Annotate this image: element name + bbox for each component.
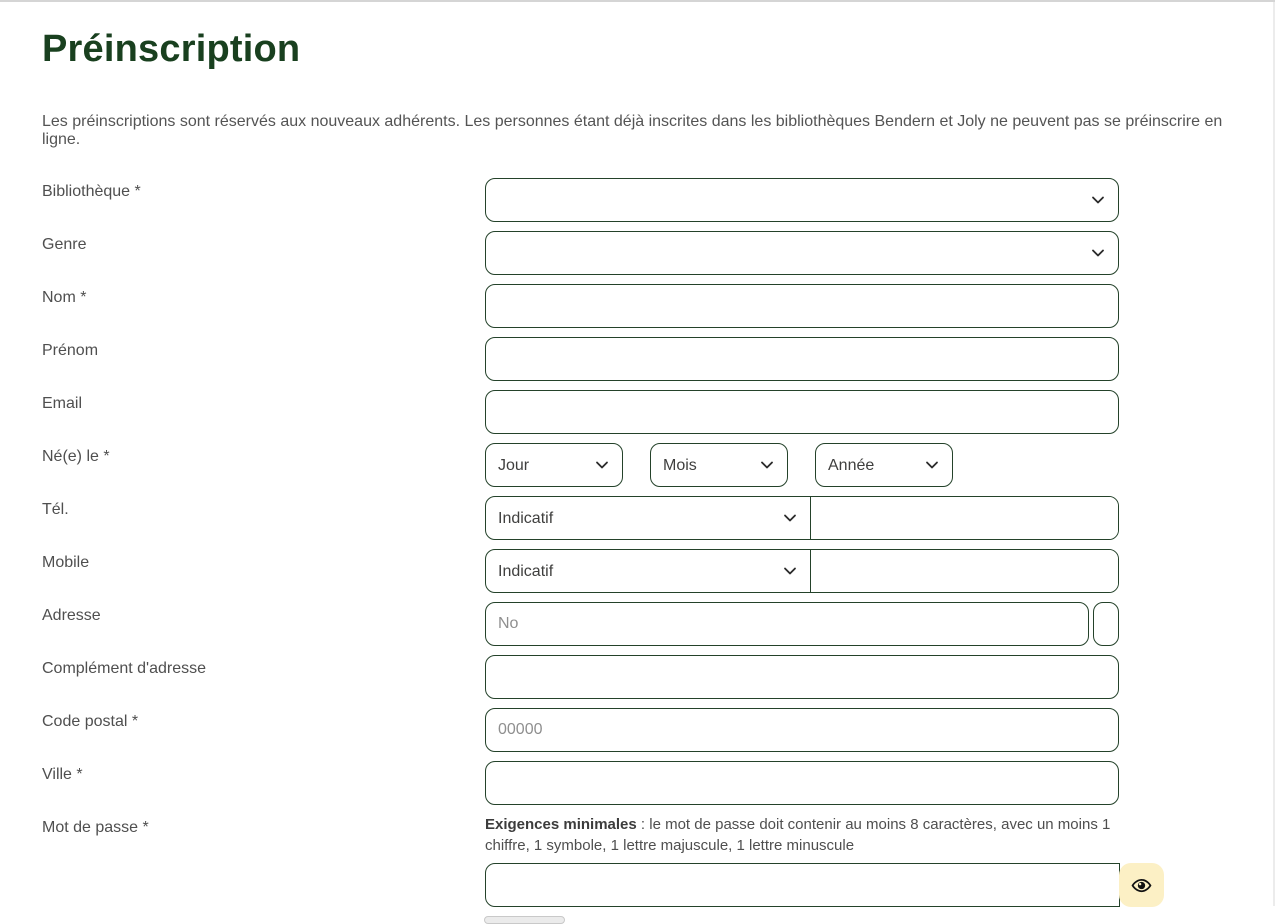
prenom-input[interactable] — [485, 337, 1119, 381]
field-row-tel — [42, 496, 1275, 540]
field-row-mobile — [42, 549, 1275, 593]
field-label-mot-de-passe: Mot de passe * — [42, 819, 149, 836]
field-row-mot-de-passe — [42, 814, 1275, 924]
birth-year-select-wrap — [815, 443, 953, 487]
email-input[interactable] — [485, 390, 1119, 434]
field-row-prenom — [42, 337, 1275, 381]
mobile-indicatif-select[interactable] — [486, 550, 810, 592]
birth-day-select-wrap — [485, 443, 623, 487]
ville-input[interactable] — [485, 761, 1119, 805]
code-postal-input[interactable] — [485, 708, 1119, 752]
address-no-input[interactable] — [485, 602, 1089, 646]
field-row-genre — [42, 231, 1275, 275]
password-hint-title: Exigences minimales — [485, 816, 637, 833]
field-label-code-postal: Code postal * — [42, 713, 139, 730]
toggle-password-visibility-button[interactable] — [1119, 863, 1164, 907]
password-input[interactable] — [485, 863, 1120, 907]
field-row-nom — [42, 284, 1275, 328]
horizontal-scrollbar-thumb[interactable] — [484, 916, 565, 924]
genre-select[interactable] — [486, 232, 1118, 274]
password-hint-text: : le mot de passe doit contenir au moins 8 caractères, avec un moins 1 chiffre, 1 symbole, 1 lettre majuscule, 1 lettre minuscule — [485, 816, 1111, 854]
address-rue-input[interactable] — [1093, 602, 1119, 646]
preinscription-form — [42, 178, 1275, 924]
field-row-email — [42, 390, 1275, 434]
mobile-number-input[interactable] — [811, 550, 1118, 592]
tel-indicatif-select[interactable] — [486, 497, 810, 539]
field-row-bibliotheque — [42, 178, 1275, 222]
field-row-code-postal — [42, 708, 1275, 752]
mobile-group — [485, 549, 1119, 593]
birth-day-select[interactable] — [486, 444, 622, 486]
tel-indicatif-select-wrap — [486, 497, 811, 539]
field-label-mobile: Mobile — [42, 554, 90, 571]
password-hint — [485, 814, 1119, 856]
birth-year-select[interactable] — [816, 444, 952, 486]
field-label-prenom: Prénom — [42, 342, 99, 359]
intro-text: Les préinscriptions sont réservés aux nouveaux adhérents. Les personnes étant déjà inscrites dans les bibliothèques Bendern et Joly ne peuvent pas se préinscrire en ligne. — [42, 113, 1223, 148]
field-label-email: Email — [42, 395, 83, 412]
field-label-ville: Ville * — [42, 766, 83, 783]
bibliotheque-select-wrap — [485, 178, 1119, 222]
field-label-genre: Genre — [42, 236, 87, 253]
field-row-ville — [42, 761, 1275, 805]
tel-group — [485, 496, 1119, 540]
bibliotheque-select[interactable] — [486, 179, 1118, 221]
field-label-nom: Nom * — [42, 289, 87, 306]
genre-select-wrap — [485, 231, 1119, 275]
page-title: Préinscription — [42, 28, 301, 70]
field-row-adresse — [42, 602, 1275, 646]
field-label-adresse: Adresse — [42, 607, 101, 624]
eye-icon — [1131, 875, 1152, 896]
field-label-complement: Complément d'adresse — [42, 660, 207, 677]
field-label-tel: Tél. — [42, 501, 69, 518]
password-field-group — [485, 863, 1164, 907]
field-label-naissance: Né(e) le * — [42, 448, 110, 465]
field-row-complement — [42, 655, 1275, 699]
field-label-bibliotheque: Bibliothèque * — [42, 183, 141, 200]
tel-number-input[interactable] — [811, 497, 1118, 539]
birth-month-select[interactable] — [651, 444, 787, 486]
complement-adresse-input[interactable] — [485, 655, 1119, 699]
mobile-indicatif-select-wrap — [486, 550, 811, 592]
birth-month-select-wrap — [650, 443, 788, 487]
nom-input[interactable] — [485, 284, 1119, 328]
field-row-naissance — [42, 443, 1275, 487]
